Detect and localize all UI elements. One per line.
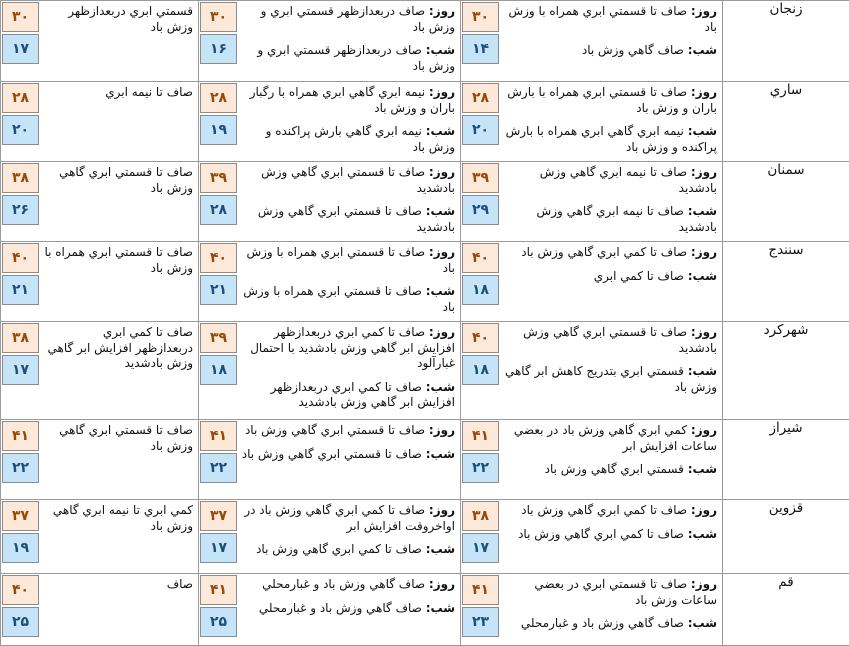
max-temp: ۴۱ bbox=[200, 575, 237, 605]
max-temp: ۴۱ bbox=[462, 575, 499, 605]
day-label: روز: bbox=[690, 503, 717, 517]
night-forecast bbox=[503, 204, 717, 235]
night-forecast bbox=[241, 380, 455, 411]
night-label: شب: bbox=[425, 204, 455, 218]
max-temp: ۳۹ bbox=[200, 163, 237, 193]
max-temp: ۳۷ bbox=[200, 501, 237, 531]
tomorrow-cell bbox=[199, 574, 461, 646]
third-day-cell bbox=[1, 500, 199, 574]
third-day-cell bbox=[1, 1, 199, 82]
forecast-text bbox=[503, 325, 717, 395]
third-day-cell bbox=[1, 82, 199, 162]
night-label: شب: bbox=[425, 43, 455, 57]
day-forecast bbox=[503, 423, 717, 454]
day-forecast bbox=[503, 4, 717, 35]
night-description: صاف تا قسمتي ابري گاهي وزش بادشديد bbox=[257, 204, 455, 234]
table-row bbox=[1, 162, 849, 242]
min-temp: ۲۲ bbox=[200, 453, 237, 483]
max-temp: ۲۸ bbox=[462, 83, 499, 113]
day-description: صاف تا قسمتي ابري گاهي وزش بادشديد bbox=[523, 325, 717, 355]
max-temp: ۴۰ bbox=[2, 243, 39, 273]
day-description: صاف تا قسمتي ابري همراه با وزش باد bbox=[508, 4, 717, 34]
min-temp: ۲۱ bbox=[2, 275, 39, 305]
city-name: شيراز bbox=[723, 420, 849, 500]
forecast-text bbox=[241, 245, 455, 315]
night-label: شب: bbox=[425, 542, 455, 556]
night-forecast bbox=[503, 269, 717, 285]
night-forecast bbox=[503, 43, 717, 59]
min-temp: ۲۳ bbox=[462, 607, 499, 637]
min-temp: ۱۷ bbox=[2, 355, 39, 385]
today-cell bbox=[461, 574, 723, 646]
day-description: صاف دربعدازظهر قسمتي ابري و وزش باد bbox=[260, 4, 455, 34]
tomorrow-cell bbox=[199, 500, 461, 574]
day-description: صاف تا قسمتي ابري گاهي وزش باد bbox=[244, 423, 426, 437]
forecast-description: صاف تا كمي ابري دربعدازظهر افزايش ابر گاهي وزش بادشديد bbox=[47, 325, 193, 370]
city-name: سمنان bbox=[723, 162, 849, 242]
forecast-text bbox=[43, 423, 193, 454]
today-cell bbox=[461, 420, 723, 500]
max-temp: ۴۰ bbox=[200, 243, 237, 273]
table-row bbox=[1, 1, 849, 82]
forecast-text bbox=[43, 325, 193, 372]
forecast-text bbox=[43, 4, 193, 35]
day-forecast bbox=[241, 85, 455, 116]
min-temp: ۲۵ bbox=[200, 607, 237, 637]
max-temp: ۳۸ bbox=[462, 501, 499, 531]
table-row bbox=[1, 420, 849, 500]
day-label: روز: bbox=[428, 85, 455, 99]
day-label: روز: bbox=[428, 503, 455, 517]
today-cell bbox=[461, 1, 723, 82]
night-forecast bbox=[503, 616, 717, 632]
tomorrow-cell bbox=[199, 162, 461, 242]
night-forecast bbox=[241, 284, 455, 315]
day-label: روز: bbox=[690, 165, 717, 179]
night-label: شب: bbox=[425, 379, 455, 394]
night-description: صاف تا نيمه ابري گاهي وزش بادشديد bbox=[536, 204, 717, 234]
forecast-text bbox=[43, 245, 193, 276]
today-cell bbox=[461, 82, 723, 162]
forecast-description: صاف تا قسمتي ابري همراه با وزش باد bbox=[44, 245, 193, 275]
day-forecast bbox=[503, 503, 717, 519]
night-forecast bbox=[241, 204, 455, 235]
night-description: صاف تا كمي ابري دربعدازظهر افزايش ابر گاهي وزش بادشديد bbox=[270, 379, 455, 409]
day-forecast bbox=[241, 325, 455, 372]
min-temp: ۲۲ bbox=[2, 453, 39, 483]
night-description: صاف تا كمي ابري گاهي وزش باد bbox=[518, 526, 684, 541]
day-forecast bbox=[241, 423, 455, 439]
table-row bbox=[1, 322, 849, 420]
tomorrow-cell bbox=[199, 322, 461, 420]
min-temp: ۱۸ bbox=[462, 275, 499, 305]
forecast-description: كمي ابري تا نيمه ابري گاهي وزش باد bbox=[52, 503, 193, 533]
night-label: شب: bbox=[687, 364, 717, 378]
forecast-description: صاف bbox=[166, 577, 193, 591]
min-temp: ۲۹ bbox=[462, 195, 499, 225]
day-label: روز: bbox=[690, 4, 717, 18]
forecast-text bbox=[503, 423, 717, 478]
day-description: صاف تا قسمتي ابري همراه با وزش باد bbox=[246, 245, 455, 275]
forecast-text bbox=[241, 85, 455, 155]
max-temp: ۴۱ bbox=[462, 421, 499, 451]
min-temp: ۲۰ bbox=[2, 115, 39, 145]
today-cell bbox=[461, 242, 723, 322]
forecast-text bbox=[241, 325, 455, 411]
forecast-text bbox=[43, 577, 193, 593]
max-temp: ۳۸ bbox=[2, 323, 39, 353]
max-temp: ۲۸ bbox=[200, 83, 237, 113]
max-temp: ۲۸ bbox=[2, 83, 39, 113]
night-label: شب: bbox=[687, 204, 717, 218]
forecast-description: صاف تا قسمتي ابري گاهي وزش باد bbox=[59, 423, 193, 453]
third-day-cell bbox=[1, 420, 199, 500]
night-label: شب: bbox=[687, 616, 717, 630]
night-label: شب: bbox=[687, 43, 717, 57]
table-row bbox=[1, 500, 849, 574]
today-cell bbox=[461, 322, 723, 420]
day-description: صاف تا نيمه ابري گاهي وزش بادشديد bbox=[539, 165, 717, 195]
max-temp: ۴۱ bbox=[2, 421, 39, 451]
city-name: ساري bbox=[723, 82, 849, 162]
night-forecast bbox=[503, 462, 717, 478]
min-temp: ۱۹ bbox=[200, 115, 237, 145]
min-temp: ۱۷ bbox=[200, 533, 237, 563]
max-temp: ۳۸ bbox=[2, 163, 39, 193]
night-description: صاف گاهي وزش باد bbox=[581, 43, 684, 57]
min-temp: ۱۹ bbox=[2, 533, 39, 563]
day-description: صاف تا كمي ابري دربعدازظهر افزايش ابر گاهي وزش بادشديد با احتمال غبارآلود bbox=[250, 325, 455, 370]
night-forecast bbox=[503, 527, 717, 543]
min-temp: ۱۴ bbox=[462, 34, 499, 64]
day-label: روز: bbox=[428, 245, 455, 259]
min-temp: ۲۸ bbox=[200, 195, 237, 225]
max-temp: ۴۰ bbox=[2, 575, 39, 605]
night-label: شب: bbox=[425, 446, 455, 461]
forecast-text bbox=[503, 577, 717, 632]
forecast-text bbox=[503, 503, 717, 542]
forecast-text bbox=[43, 165, 193, 196]
tomorrow-cell bbox=[199, 420, 461, 500]
night-forecast bbox=[241, 447, 455, 463]
night-label: شب: bbox=[687, 124, 717, 138]
min-temp: ۲۱ bbox=[200, 275, 237, 305]
city-name: قم bbox=[723, 574, 849, 646]
min-temp: ۲۲ bbox=[462, 453, 499, 483]
forecast-text bbox=[503, 85, 717, 155]
day-description: صاف تا قسمتي ابري گاهي وزش بادشديد bbox=[261, 165, 455, 195]
night-description: صاف تا قسمتي ابري گاهي وزش باد bbox=[241, 446, 422, 461]
day-description: صاف تا كمي ابري گاهي وزش باد در اواخروقت افزايش ابر bbox=[244, 503, 455, 533]
day-label: روز: bbox=[690, 423, 717, 437]
table-row bbox=[1, 242, 849, 322]
forecast-text bbox=[43, 85, 193, 101]
tomorrow-cell bbox=[199, 82, 461, 162]
night-forecast bbox=[241, 43, 455, 74]
min-temp: ۱۸ bbox=[200, 355, 237, 385]
day-description: صاف تا قسمتي ابري در بعضي ساعات وزش باد bbox=[534, 577, 717, 607]
third-day-cell bbox=[1, 322, 199, 420]
max-temp: ۳۰ bbox=[2, 2, 39, 32]
city-name: سنندج bbox=[723, 242, 849, 322]
day-description: صاف تا كمي ابري گاهي وزش باد bbox=[521, 245, 688, 259]
night-label: شب: bbox=[687, 268, 717, 283]
third-day-cell bbox=[1, 162, 199, 242]
night-description: صاف تا كمي ابري bbox=[593, 268, 684, 283]
table-row bbox=[1, 82, 849, 162]
min-temp: ۱۷ bbox=[462, 533, 499, 563]
night-forecast bbox=[241, 601, 455, 617]
day-description: صاف تا قسمتي ابري همراه با بارش باران و وزش باد bbox=[507, 85, 717, 115]
forecast-text bbox=[43, 503, 193, 534]
day-label: روز: bbox=[690, 245, 717, 259]
night-description: نيمه ابري گاهي بارش پراكنده و وزش باد bbox=[265, 124, 455, 154]
max-temp: ۳۹ bbox=[200, 323, 237, 353]
forecast-text bbox=[241, 423, 455, 462]
day-label: روز: bbox=[690, 85, 717, 99]
max-temp: ۳۰ bbox=[462, 2, 499, 32]
min-temp: ۲۵ bbox=[2, 607, 39, 637]
day-label: روز: bbox=[690, 325, 717, 339]
night-description: صاف تا كمي ابري گاهي وزش باد bbox=[256, 542, 422, 556]
max-temp: ۳۷ bbox=[2, 501, 39, 531]
day-label: روز: bbox=[428, 577, 455, 591]
night-label: شب: bbox=[687, 526, 717, 541]
day-label: روز: bbox=[428, 4, 455, 18]
day-forecast bbox=[241, 245, 455, 276]
night-label: شب: bbox=[425, 124, 455, 138]
night-forecast bbox=[503, 364, 717, 395]
max-temp: ۳۹ bbox=[462, 163, 499, 193]
third-day-cell bbox=[1, 574, 199, 646]
night-description: قسمتي ابري بتدريج كاهش ابر گاهي وزش باد bbox=[504, 364, 717, 394]
max-temp: ۴۱ bbox=[200, 421, 237, 451]
min-temp: ۲۶ bbox=[2, 195, 39, 225]
day-label: روز: bbox=[428, 325, 455, 339]
today-cell bbox=[461, 162, 723, 242]
tomorrow-cell bbox=[199, 1, 461, 82]
day-description: صاف تا كمي ابري گاهي وزش باد bbox=[521, 503, 688, 517]
night-description: صاف دربعدازظهر قسمتي ابري و وزش باد bbox=[257, 43, 455, 73]
night-description: صاف تا قسمتي ابري همراه با وزش باد bbox=[243, 284, 455, 314]
forecast-text bbox=[503, 4, 717, 59]
forecast-text bbox=[241, 577, 455, 616]
forecast-description: قسمتي ابري دربعدازظهر وزش باد bbox=[68, 4, 193, 34]
tomorrow-cell bbox=[199, 242, 461, 322]
forecast-description: صاف تا نيمه ابري bbox=[105, 85, 193, 99]
forecast-text bbox=[503, 165, 717, 235]
max-temp: ۴۰ bbox=[462, 323, 499, 353]
third-day-cell bbox=[1, 242, 199, 322]
forecast-body bbox=[1, 1, 849, 646]
forecast-description: صاف تا قسمتي ابري گاهي وزش باد bbox=[59, 165, 193, 195]
table-row bbox=[1, 574, 849, 646]
day-label: روز: bbox=[428, 165, 455, 179]
night-label: شب: bbox=[687, 462, 717, 476]
min-temp: ۲۰ bbox=[462, 115, 499, 145]
min-temp: ۱۸ bbox=[462, 355, 499, 385]
forecast-text bbox=[241, 4, 455, 74]
day-forecast bbox=[503, 165, 717, 196]
day-forecast bbox=[503, 245, 717, 261]
forecast-text bbox=[241, 503, 455, 558]
city-name: شهركرد bbox=[723, 322, 849, 420]
min-temp: ۱۷ bbox=[2, 34, 39, 64]
day-label: روز: bbox=[690, 577, 717, 591]
max-temp: ۳۰ bbox=[200, 2, 237, 32]
day-label: روز: bbox=[428, 423, 455, 437]
night-description: صاف گاهي وزش باد و غبارمحلي bbox=[258, 600, 422, 615]
night-label: شب: bbox=[425, 284, 455, 298]
forecast-text bbox=[241, 165, 455, 235]
day-forecast bbox=[503, 325, 717, 356]
city-name: قزوين bbox=[723, 500, 849, 574]
night-description: صاف گاهي وزش باد و غبارمحلي bbox=[520, 616, 684, 630]
day-description: كمي ابري گاهي وزش باد در بعضي ساعات افزايش ابر bbox=[513, 423, 717, 453]
night-forecast bbox=[503, 124, 717, 155]
forecast-text bbox=[503, 245, 717, 284]
day-forecast bbox=[241, 4, 455, 35]
day-forecast bbox=[241, 577, 455, 593]
day-forecast bbox=[241, 165, 455, 196]
day-forecast bbox=[241, 503, 455, 534]
night-description: قسمتي ابري گاهي وزش باد bbox=[544, 462, 684, 476]
min-temp: ۱۶ bbox=[200, 34, 237, 64]
day-description: نيمه ابري گاهي ابري همراه با رگبار باران و وزش باد bbox=[249, 85, 455, 115]
day-description: صاف گاهي وزش باد و غبارمحلي bbox=[262, 577, 426, 591]
today-cell bbox=[461, 500, 723, 574]
day-forecast bbox=[503, 85, 717, 116]
max-temp: ۴۰ bbox=[462, 243, 499, 273]
night-forecast bbox=[241, 124, 455, 155]
night-description: نيمه ابري گاهي ابري همراه با بارش پراكنده و وزش باد bbox=[505, 124, 717, 154]
day-forecast bbox=[503, 577, 717, 608]
night-forecast bbox=[241, 542, 455, 558]
city-name: زنجان bbox=[723, 1, 849, 82]
night-label: شب: bbox=[425, 600, 455, 615]
